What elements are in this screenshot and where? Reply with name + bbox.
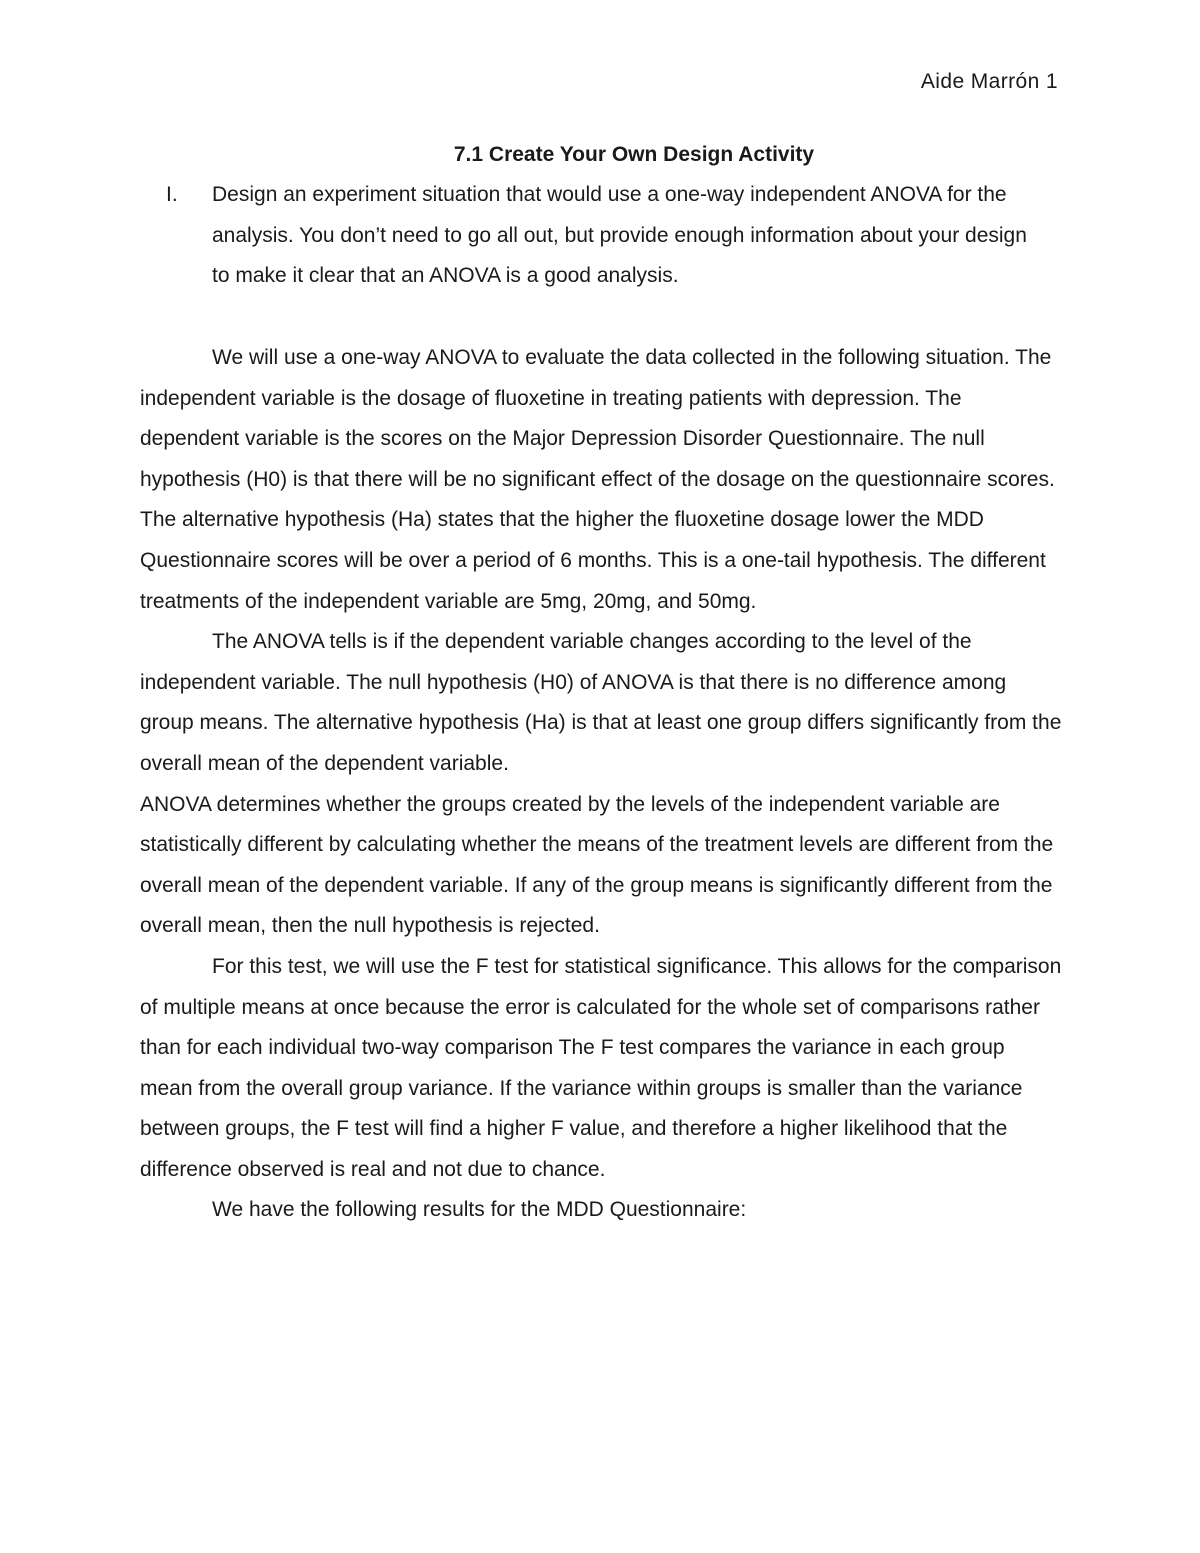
paragraph-anova-purpose: The ANOVA tells is if the dependent variable changes according to the level of the independent variable. The null hypothesis (H0) of ANOVA is that there is no difference among group means. The alternative hypothesis (Ha) is that at least one group differs significantly from the overall mean of the dependent variable.	[140, 630, 1062, 775]
paragraph-anova-method: ANOVA determines whether the groups created by the levels of the independent variable are statistically different by calculating whether the means of the treatment levels are different from the overall mean of the dependent variable. If any of the group means is significantly different from the overall mean, then the null hypothesis is rejected.	[140, 792, 1054, 938]
paragraph-results-intro: We have the following results for the MDD Questionnaire:	[212, 1198, 747, 1222]
paragraph-f-test: For this test, we will use the F test for statistical significance. This allows for the comparison of multiple means at once because the error is calculated for the whole set of comparisons rather than for each individual two-way comparison The F test compares the variance in each group mean from the overall group variance. If the variance within groups is smaller than the variance between groups, the F test will find a higher F value, and therefore a higher likelihood that the difference observed is real and not due to chance.	[140, 954, 1062, 1181]
question-text: Design an experiment situation that would use a one-way independent ANOVA for the analysis. You don’t need to go all out, but provide enough information about your design to make it clear that an ANOVA is a good analysis.	[212, 183, 1027, 288]
question-number: I.	[166, 183, 178, 206]
paragraph-design: We will use a one-way ANOVA to evaluate the data collected in the following situation. The independent variable is the dosage of fluoxetine in treating patients with depression. The dependent variable is the scores on the Major Depression Disorder Questionnaire. The null hypothesis (H0) is that there will be no significant effect of the dosage on the questionnaire scores. The alternative hypothesis (Ha) states that the higher the fluoxetine dosage lower the MDD Questionnaire scores will be over a period of 6 months. This is a one-tail hypothesis. The different treatments of the independent variable are 5mg, 20mg, and 50mg.	[140, 346, 1055, 613]
answer-body	[140, 338, 1062, 1231]
numbered-question	[140, 175, 1060, 297]
document-title: 7.1 Create Your Own Design Activity	[453, 143, 815, 166]
running-header: Aide Marrón 1	[920, 70, 1058, 93]
